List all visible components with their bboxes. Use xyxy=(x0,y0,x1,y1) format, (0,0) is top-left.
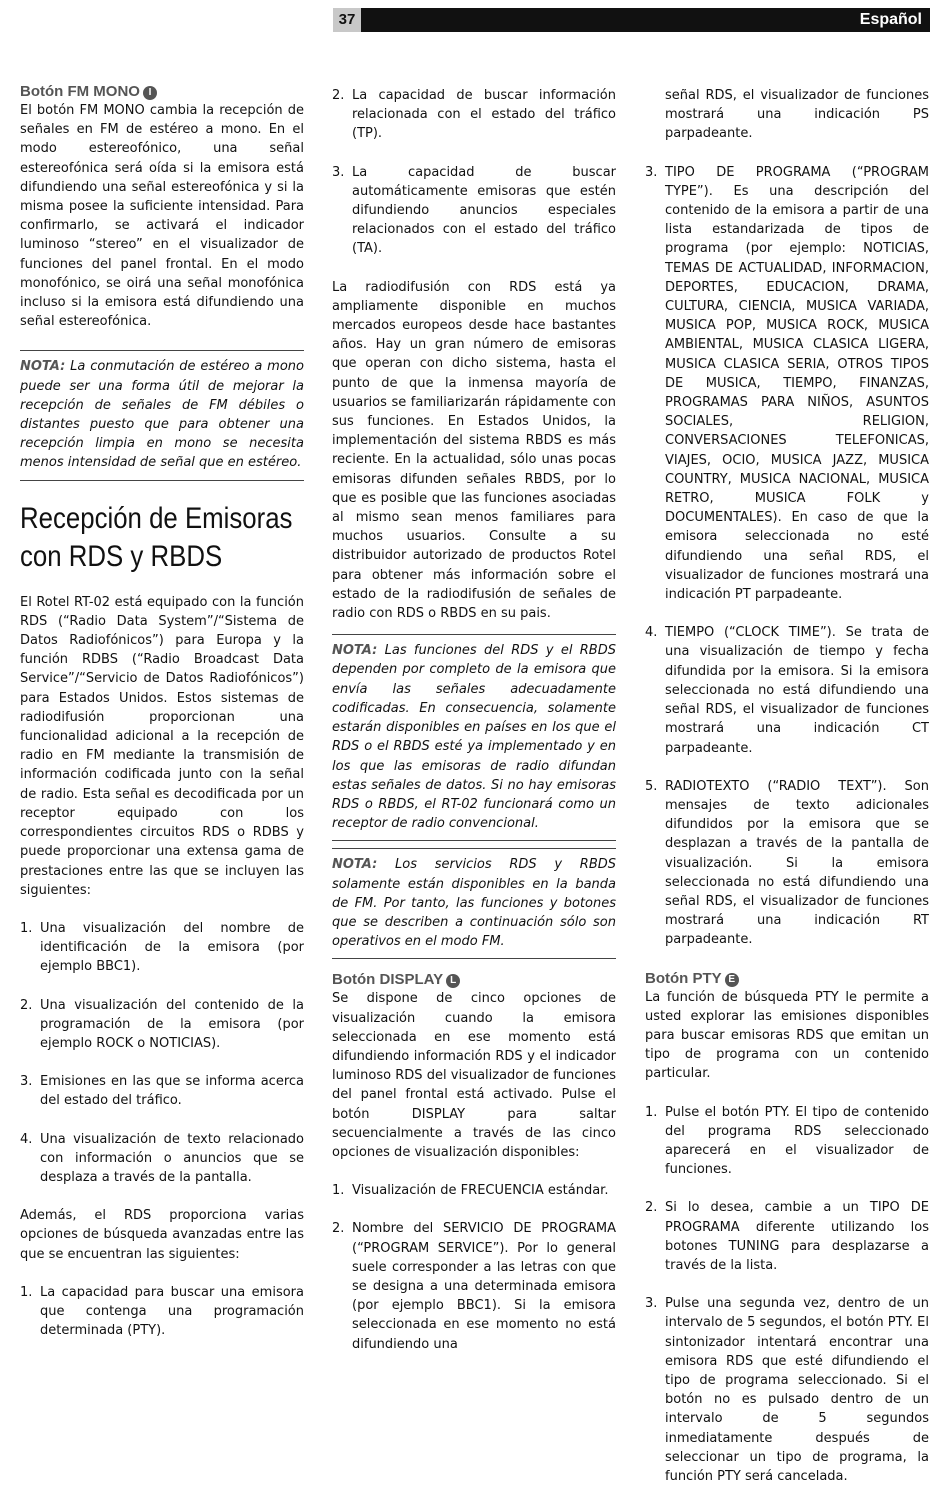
section-heading-line1: Recepción de Emisoras xyxy=(20,501,293,535)
list-text: Una visualización del contenido de la programación de la emisora (por ejemplo ROCK o NOTICIAS). xyxy=(40,997,304,1051)
list-number: 2. xyxy=(332,88,345,103)
display-options-list xyxy=(332,1181,616,1354)
display-title: Botón DISPLAY xyxy=(332,971,444,989)
list-number: 3. xyxy=(20,1074,33,1090)
list-text: Visualización de FRECUENCIA estándar. xyxy=(352,1183,609,1199)
section-heading-line2: con RDS y RBDS xyxy=(20,539,223,573)
list-text: Nombre del SERVICIO DE PROGRAMA (“PROGRAM SERVICE”). Por lo general suele corresponder a las letras con que se designa a una determinada emisora (por ejemplo BBC1). Si la emisora seleccionada en ese momento no está difundiendo una xyxy=(352,1221,616,1352)
list-item xyxy=(20,919,304,977)
display-body: Se dispone de cinco opciones de visualización cuando la emisora seleccionada en ese momento está difundiendo información RDS y el indicador luminoso RDS del visualizador de funciones del panel frontal está activado. Pulse el botón DISPLAY para saltar secuencialmente a través de las cinco opciones de visualización disponibles: xyxy=(332,991,616,1160)
list-text: La capacidad de buscar información relacionada con el estado del tráfico (TP). xyxy=(352,88,616,142)
list-number: 1. xyxy=(332,1183,345,1199)
list-item xyxy=(332,1219,616,1353)
list-number: 1. xyxy=(645,1104,658,1120)
note-text: Los servicios RDS y RBDS solamente están disponibles en la banda de FM. Por tanto, las funciones y botones que se describen a continuación sólo son operativos en el modo FM. xyxy=(332,857,617,950)
column-3 xyxy=(645,86,929,1505)
header-bar xyxy=(333,8,930,32)
display-heading xyxy=(332,970,616,989)
list-item xyxy=(20,1130,304,1188)
note-label: NOTA: xyxy=(332,643,378,659)
list-text: RADIOTEXTO (“RADIO TEXT”). Son mensajes de texto adicionales difundidos por la emisora que se desplazan a través de la pantalla de visualización. Si la emisora seleccionada no está difundiendo una señal RDS, el visualizador de funciones mostrará una indicación RT parpadeante. xyxy=(665,778,929,948)
list-text: TIEMPO (“CLOCK TIME”). Se trata de una visualización de tiempo y fecha difundida por la emisora. Si la emisora seleccionada no está difundiendo una señal RDS, el visualizador de funciones mostrará una indicación CT parpadeante. xyxy=(665,625,929,756)
fm-mono-title: Botón FM MONO xyxy=(20,83,140,100)
list-number: 2. xyxy=(645,1200,658,1216)
list-item xyxy=(645,1294,929,1486)
list-item xyxy=(645,623,929,757)
list-item xyxy=(20,996,304,1054)
list-text: Emisiones en las que se informa acerca del estado del tráfico. xyxy=(40,1074,304,1109)
page-number: 37 xyxy=(333,8,361,32)
list-item xyxy=(332,163,616,259)
display-badge: L xyxy=(446,974,460,988)
list-item xyxy=(20,1072,304,1110)
note-label: NOTA: xyxy=(332,857,378,873)
list-item xyxy=(645,777,929,950)
list-number: 3. xyxy=(645,164,658,180)
fm-mono-heading xyxy=(20,82,304,101)
note-stereo-mono xyxy=(20,350,304,480)
fm-mono-body: El botón FM MONO cambia la recepción de señales en FM de estéreo a mono. En el modo estereofónico, una señal estereofónica será oída si la emisora está difundiendo una señal estereofónica y si la misma posee la suficiente intensidad. Para confirmarlo, se activará el indicador luminoso “stereo” en el visualizador de funciones del panel frontal. En el modo monofónico, se oirá una señal monofónica incluso si la emisora está difundiendo una señal estereofónica. xyxy=(20,103,304,330)
list-item xyxy=(645,1198,929,1275)
list-text: Una visualización de texto relacionado con información o anuncios que se desplaza a través de la pantalla. xyxy=(40,1131,304,1185)
display-continuation: señal RDS, el visualizador de funciones mostrará una indicación PS parpadeante. xyxy=(665,88,929,142)
list-number: 2. xyxy=(20,997,33,1013)
section-heading xyxy=(20,500,293,576)
note-rds-dependency xyxy=(332,634,616,841)
search-options-list-cont xyxy=(332,86,616,259)
list-number: 1. xyxy=(20,920,33,936)
list-item xyxy=(645,1103,929,1180)
features-list xyxy=(20,919,304,1187)
list-text: TIPO DE PROGRAMA (“PROGRAM TYPE”). Es una descripción del contenido de la emisora a partir de una lista estandarizada de tipos de programa (por ejemplo: NOTICIAS, TEMAS DE ACTUALIDAD, INFORMACION, DEPORTES, EDUCACION, DRAMA, CULTURA, CIENCIA, MUSICA VARIADA, MUSICA POP, MUSICA ROCK, MUSICA AMBIENTAL, MUSICA CLASICA LIGERA, MUSICA CLASICA SERIA, OTROS TIPOS DE MUSICA, TIEMPO, FINANZAS, PROGRAMAS PARA NIÑOS, ASUNTOS SOCIALES, RELIGION, CONVERSACIONES TELEFONICAS, VIAJES, OCIO, MUSICA JAZZ, MUSICA COUNTRY, MUSICA NACIONAL, MUSICA RETRO, MUSICA FOLK y DOCUMENTALES). En caso de que la emisora seleccionada no esté difundiendo una señal RDS, el visualizador de funciones mostrará una indicación PT parpadeante. xyxy=(665,164,929,603)
list-text: La capacidad de buscar automáticamente emisoras que estén difundiendo anuncios especiales relacionados con el estado del tráfico (TA). xyxy=(352,164,616,257)
pty-badge: E xyxy=(725,973,739,987)
rds-availability-body: La radiodifusión con RDS está ya ampliamente disponible en muchos mercados europeos desde hace bastantes años. Hay un gran número de emisoras que operan con dicho sistema, hasta el punto de que la inmensa mayoría de usuarios se familiarizarán rápidamente con sus funciones. En Estados Unidos, la implementación del sistema RBDS es más reciente. En la actualidad, sólo unas pocas emisoras difunden señales RBDS, por lo que es posible que las funciones asociadas al mismo sean menos familiares para muchos usuarios. Consulte a su distribuidor autorizado de productos Rotel para obtener más información sobre el estado de la radiodifusión de señales de radio con RDS o RBDS en su pais. xyxy=(332,279,616,622)
list-number: 5. xyxy=(645,778,658,794)
list-item xyxy=(332,1181,616,1200)
list-number: 4. xyxy=(20,1131,33,1147)
list-text: Pulse el botón PTY. El tipo de contenido del programa RDS seleccionado aparecerá en el visualizador de funciones. xyxy=(665,1104,929,1178)
list-text: Pulse una segunda vez, dentro de un intervalo de 5 segundos, el botón PTY. El sintonizador intentará encontrar una emisora RDS que esté difundiendo el tipo de programa seleccionado. Si el botón no es pulsado dentro de un intervalo de 5 segundos inmediatamente después de seleccionar un tipo de programa, la función PTY será cancelada. xyxy=(665,1296,929,1484)
note-fm-only xyxy=(332,848,616,959)
pty-steps-list xyxy=(645,1103,929,1487)
list-number: 3. xyxy=(645,1296,658,1312)
list-text: Una visualización del nombre de identificación de la emisora (por ejemplo BBC1). xyxy=(40,920,304,975)
list-item xyxy=(332,86,616,144)
list-item xyxy=(645,163,929,605)
search-options-list xyxy=(20,1283,304,1341)
rds-intro: El Rotel RT-02 está equipado con la función RDS (“Radio Data System”/“Sistema de Datos Radiofónicos”) para Europa y la función RDBS (“Radio Broadcast Data Service”/“Servicio de Datos Radiofónicos”) para Estados Unidos. Estos sistemas de radiodifusión proporcionan una funcionalidad adicional a la recepción de radio en FM mediante la transmisión de información codificada junto con la señal de radio. Esta señal es decodificada por un receptor equipado con los correspondientes circuitos RDS o RDBS y puede proporcionar una extensa gama de prestaciones entre las que se incluyen las siguientes: xyxy=(20,594,304,898)
note-label: NOTA: xyxy=(20,359,66,375)
list-number: 3. xyxy=(332,164,345,180)
list-number: 4. xyxy=(645,625,658,641)
column-2 xyxy=(332,82,616,1373)
pty-title: Botón PTY xyxy=(645,969,722,987)
column-1 xyxy=(20,82,304,1359)
language-label: Español xyxy=(859,11,922,28)
pty-heading xyxy=(645,969,929,988)
list-number: 1. xyxy=(20,1284,33,1300)
list-item xyxy=(20,1283,304,1341)
advanced-options-text: Además, el RDS proporciona varias opciones de búsqueda avanzadas entre las que se encuentran las siguientes: xyxy=(20,1208,304,1262)
fm-mono-badge: I xyxy=(143,86,157,100)
pty-body: La función de búsqueda PTY le permite a usted explorar las emisiones disponibles para buscar emisoras RDS que emitan un tipo de programa con un contenido particular. xyxy=(645,989,929,1082)
note-text: Las funciones del RDS y el RBDS dependen por completo de la emisora que envía las señales adecuadamente codificadas. En consecuencia, solamente estarán disponibles en países en los que el RDS o el RBDS esté ya implementado y en los que las emisoras de radio difundan estas señales de datos. Si no hay emisoras RDS o RBDS, el RT-02 funcionará como un receptor de radio convencional. xyxy=(332,643,616,832)
list-text: Si lo desea, cambie a un TIPO DE PROGRAMA diferente utilizando los botones TUNING para desplazarse a través de la lista. xyxy=(665,1200,929,1273)
display-options-list-cont xyxy=(645,163,929,950)
list-number: 2. xyxy=(332,1221,345,1237)
list-text: La capacidad para buscar una emisora que contenga una programación determinada (PTY). xyxy=(40,1284,304,1339)
note-text: La conmutación de estéreo a mono puede ser una forma útil de mejorar la recepción de señales de FM débiles o distantes puesto que para obtener una recepción limpia en mono se necesita menos intensidad de señal que en estéreo. xyxy=(20,359,304,471)
